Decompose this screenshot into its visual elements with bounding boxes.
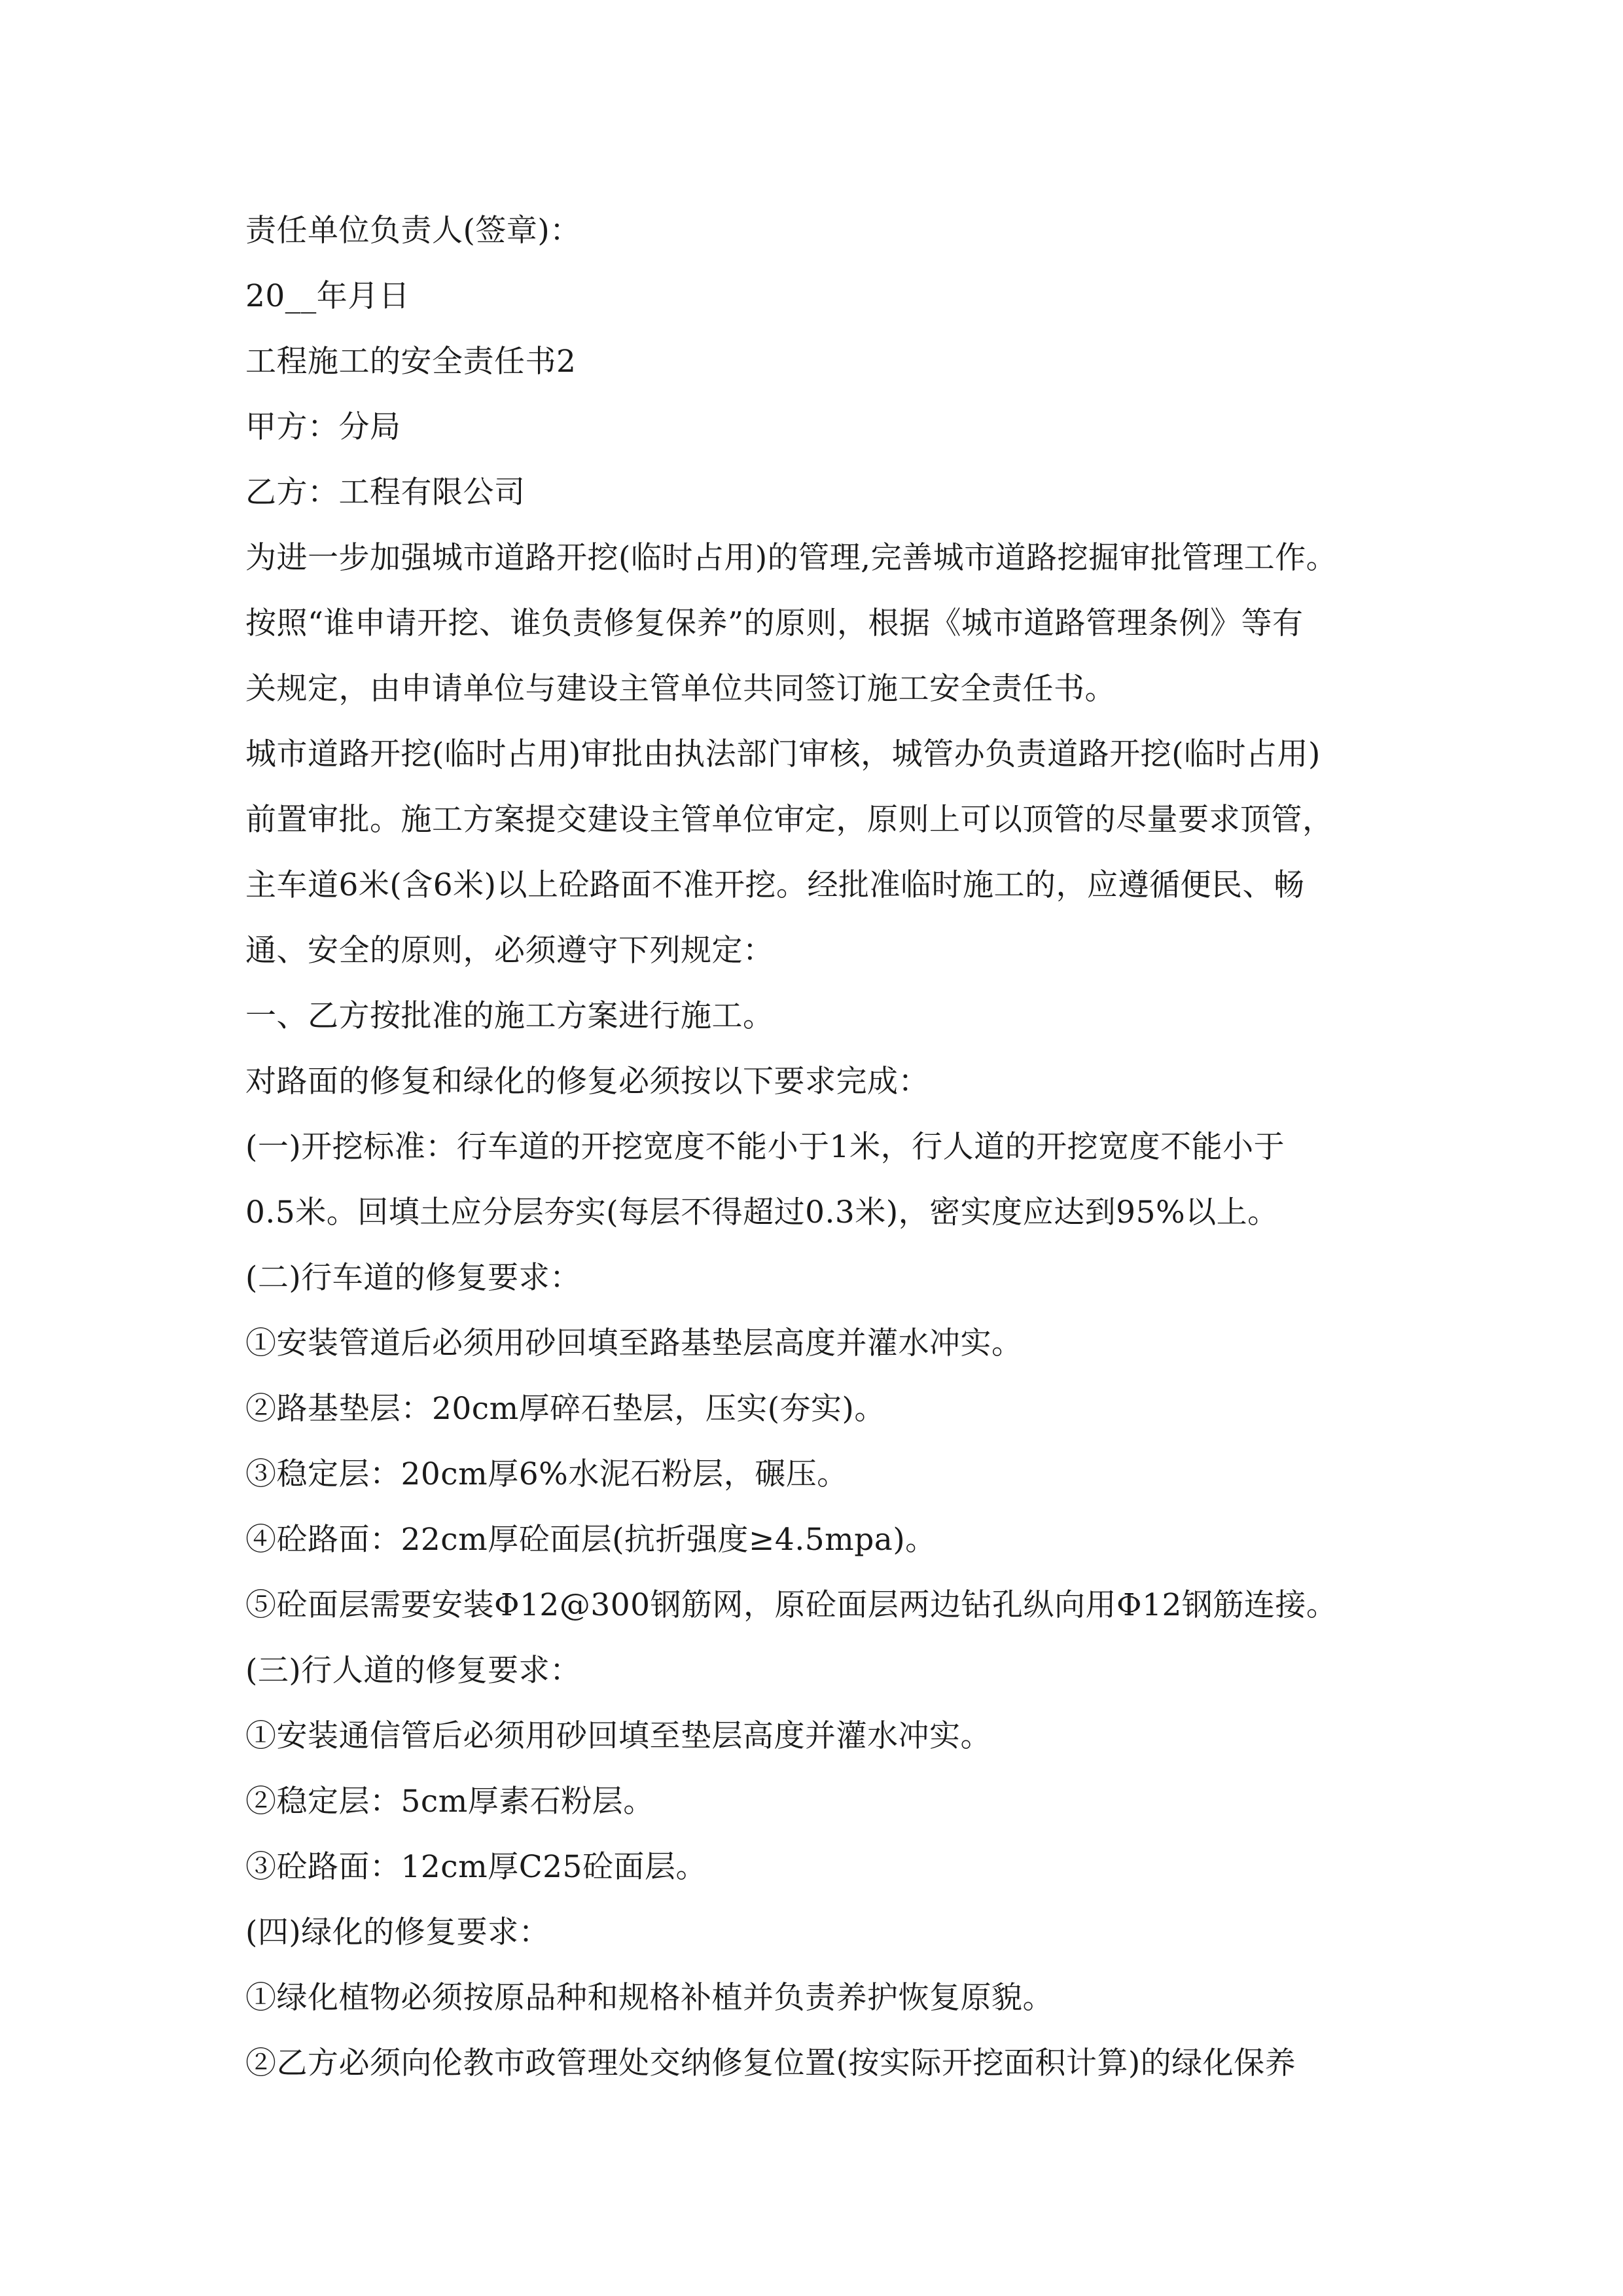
clause-heading: 一、乙方按批准的施工方案进行施工。: [245, 998, 774, 1034]
body-text-line: 通、安全的原则，必须遵守下列规定：: [245, 933, 774, 969]
body-text-line: 主车道6米(含6米)以上砼路面不准开挖。经批准临时施工的，应遵循便民、畅: [245, 867, 1305, 903]
subclause-heading: (二)行车道的修复要求：: [245, 1260, 581, 1296]
list-item: ②稳定层：5cm厚素石粉层。: [245, 1784, 654, 1820]
list-item: ②路基垫层：20cm厚碎石垫层，压实(夯实)。: [245, 1391, 885, 1427]
subclause-heading: (四)绿化的修复要求：: [245, 1914, 550, 1950]
body-text-line: 前置审批。施工方案提交建设主管单位审定，原则上可以顶管的尽量要求顶管，: [245, 802, 1334, 838]
list-item: ①绿化植物必须按原品种和规格补植并负责养护恢复原貌。: [245, 1980, 1054, 2016]
body-text-line: 按照“谁申请开挖、谁负责修复保养”的原则，根据《城市道路管理条例》等有: [245, 605, 1304, 641]
signature-line: 责任单位负责人(签章)：: [245, 213, 581, 249]
party-b-line: 乙方：工程有限公司: [245, 475, 526, 511]
body-text-line: 关规定，由申请单位与建设主管单位共同签订施工安全责任书。: [245, 671, 1116, 707]
list-item: ④砼路面：22cm厚砼面层(抗折强度≥4.5mpa)。: [245, 1522, 936, 1558]
list-item: ①安装管道后必须用砂回填至路基垫层高度并灌水冲实。: [245, 1325, 1023, 1361]
body-text-line: 为进一步加强城市道路开挖(临时占用)的管理,完善城市道路挖掘审批管理工作。: [245, 540, 1338, 576]
list-item: ⑤砼面层需要安装Φ12@300钢筋网，原砼面层两边钻孔纵向用Φ12钢筋连接。: [245, 1587, 1338, 1623]
list-item: ①安装通信管后必须用砂回填至垫层高度并灌水冲实。: [245, 1718, 991, 1754]
section-title: 工程施工的安全责任书2: [245, 344, 577, 380]
list-item: ②乙方必须向伦教市政管理处交纳修复位置(按实际开挖面积计算)的绿化保养: [245, 2045, 1296, 2081]
date-line: 20__年月日: [245, 278, 410, 314]
party-a-line: 甲方：分局: [245, 409, 401, 445]
list-item: ③砼路面：12cm厚C25砼面层。: [245, 1849, 707, 1885]
document-body: [245, 198, 1391, 2096]
subclause-line: (一)开挖标准：行车道的开挖宽度不能小于1米，行人道的开挖宽度不能小于: [245, 1129, 1285, 1165]
list-item: ③稳定层：20cm厚6%水泥石粉层，碾压。: [245, 1456, 848, 1492]
subclause-line: 0.5米。回填土应分层夯实(每层不得超过0.3米)，密实度应达到95%以上。: [245, 1194, 1279, 1230]
subclause-heading: (三)行人道的修复要求：: [245, 1653, 581, 1689]
body-text-line: 城市道路开挖(临时占用)审批由执法部门审核，城管办负责道路开挖(临时占用): [245, 736, 1321, 772]
body-text-line: 对路面的修复和绿化的修复必须按以下要求完成：: [245, 1064, 929, 1100]
